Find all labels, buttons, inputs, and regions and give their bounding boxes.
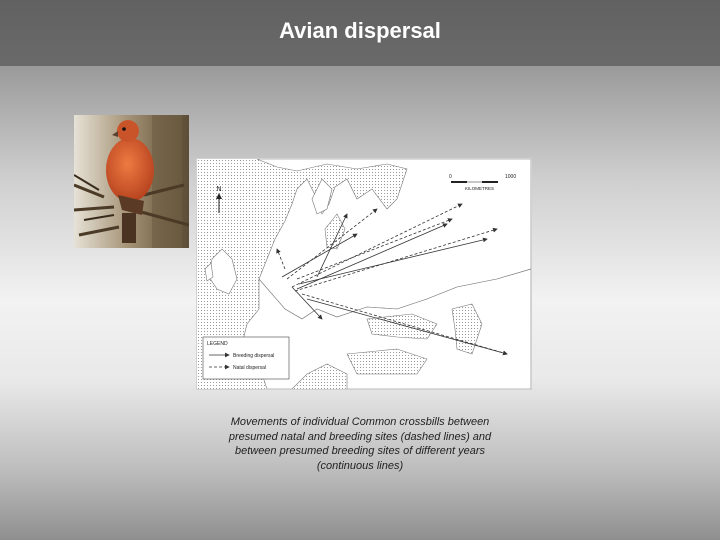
europe-dispersal-map: [196, 158, 532, 390]
legend-breeding-label: Breeding dispersal: [233, 353, 275, 359]
slide-title: Avian dispersal: [279, 18, 441, 43]
scale-bar: [445, 171, 525, 193]
scale-unit-label: KILOMETRES: [465, 186, 495, 191]
scale-end-label: 1000: [505, 174, 517, 180]
title-bar: [0, 0, 720, 66]
legend-natal-label: Natal dispersal: [233, 365, 267, 371]
map-svg: [197, 159, 531, 389]
legend-title: LEGEND: [207, 341, 228, 347]
crossbill-illustration: [74, 115, 189, 248]
figure-caption: Movements of individual Common crossbills between presumed natal and breeding sites (dashed lines) and between presumed breeding sites of different years (continuous lines): [228, 416, 492, 472]
crossbill-photo: [74, 115, 189, 248]
north-label: N: [216, 186, 222, 193]
scale-start-label: 0: [449, 174, 452, 180]
map-legend: [203, 337, 289, 379]
